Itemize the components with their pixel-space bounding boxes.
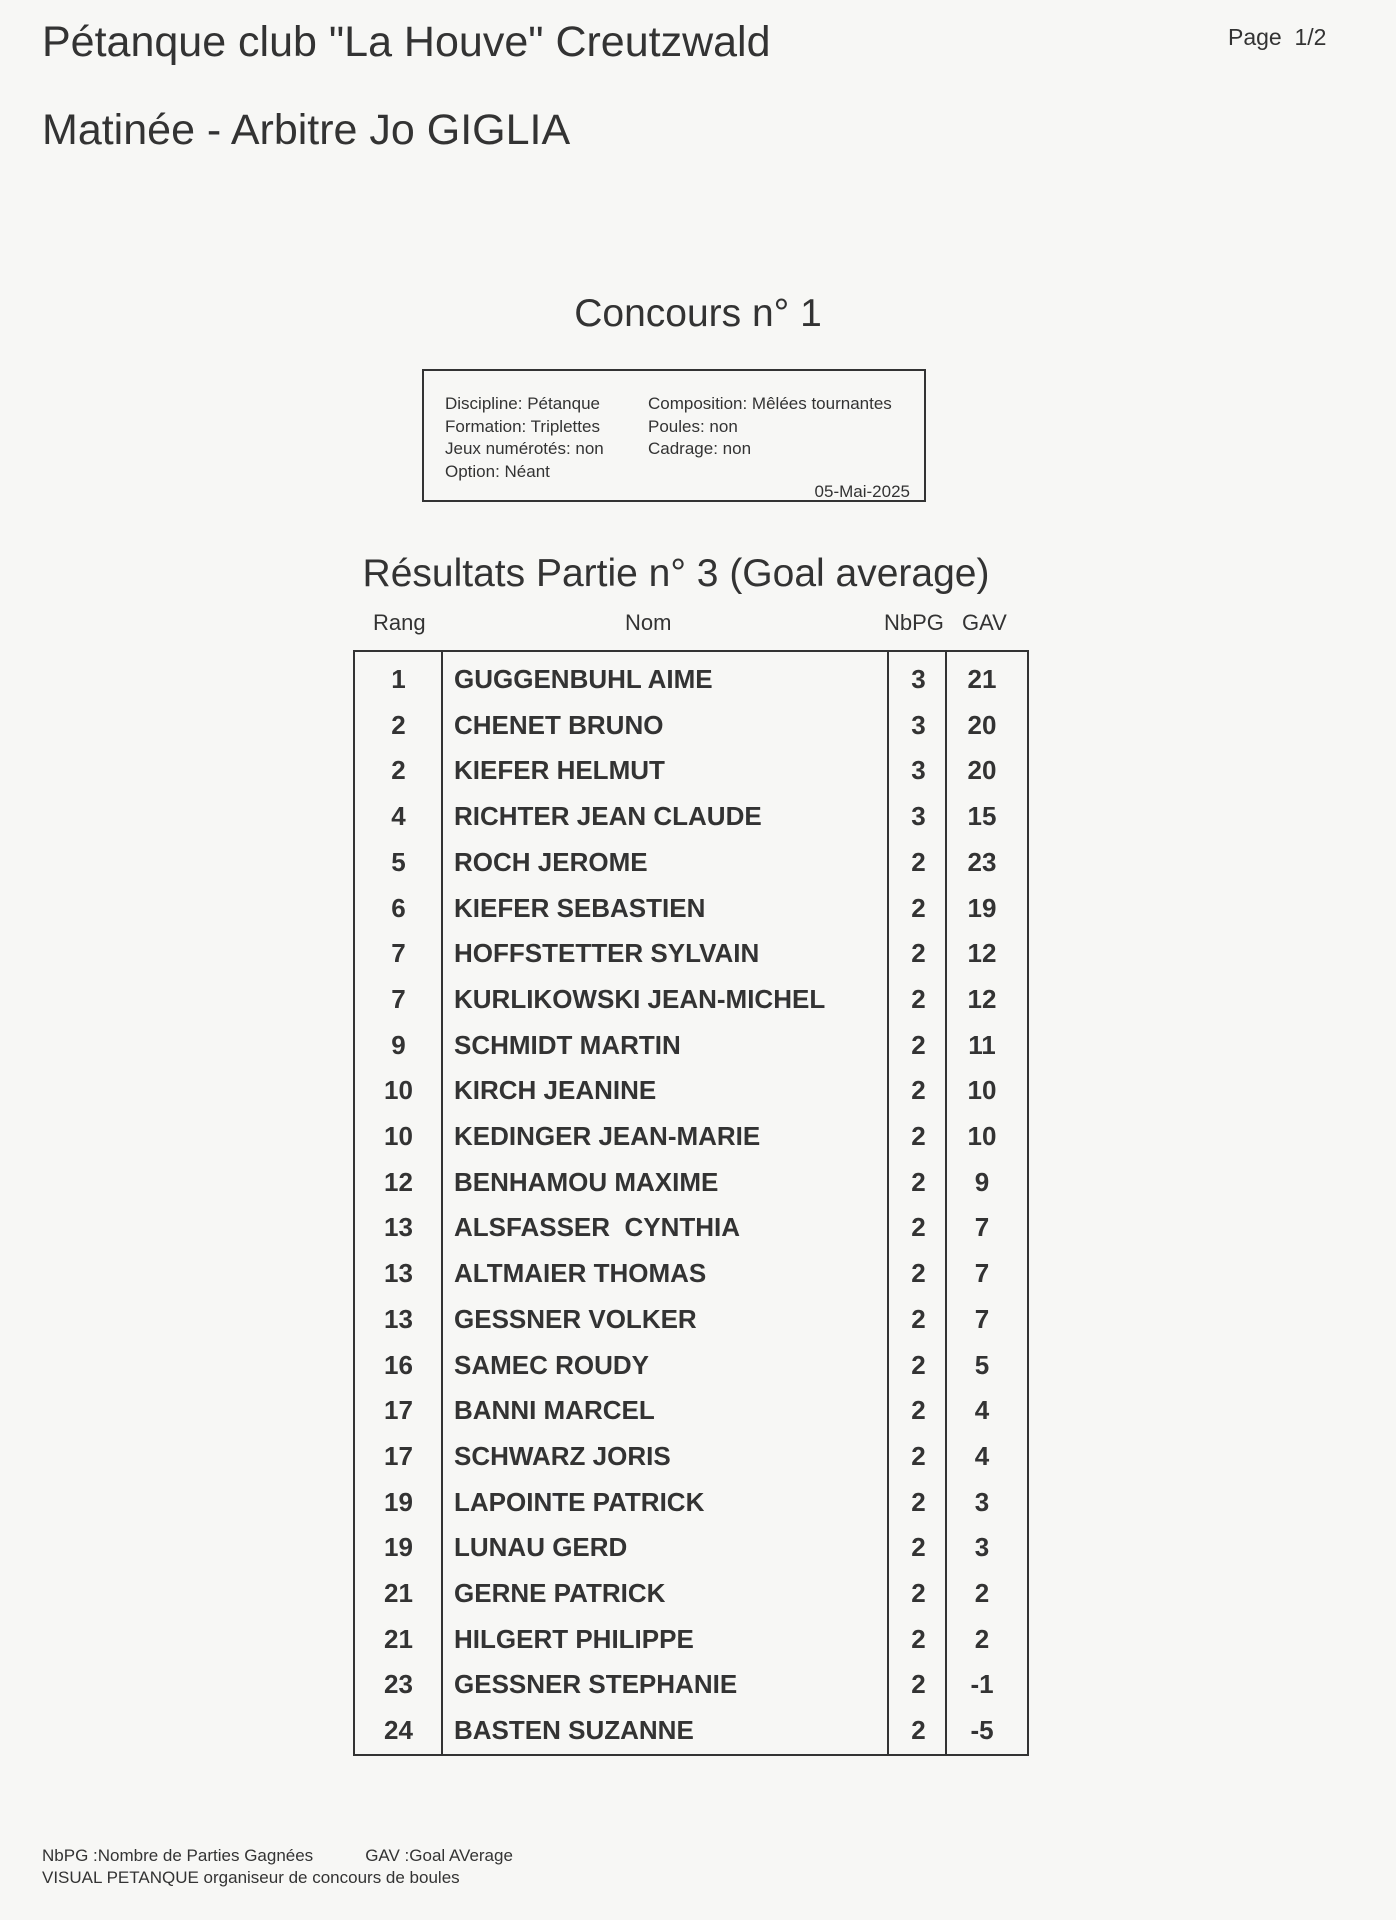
name-cell: BANNI MARCEL <box>454 1395 655 1426</box>
name-cell: ALTMAIER THOMAS <box>454 1258 707 1289</box>
session-title: Matinée - Arbitre Jo GIGLIA <box>42 106 571 154</box>
concours-date: 05-Mai-2025 <box>814 482 910 501</box>
nbpg-cell: 2 <box>911 1395 926 1426</box>
club-title: Pétanque club "La Houve" Creutzwald <box>42 18 771 66</box>
name-cell: BASTEN SUZANNE <box>454 1715 694 1746</box>
nbpg-cell: 2 <box>911 1440 926 1471</box>
rank-cell: 7 <box>391 938 406 969</box>
table-row <box>355 1114 1027 1160</box>
gav-cell: 2 <box>974 1623 990 1654</box>
footer-credit: VISUAL PETANQUE organiseur de concours de boules <box>42 1868 460 1887</box>
table-row <box>355 886 1027 932</box>
table-row <box>355 1023 1027 1069</box>
name-cell: ALSFASSER CYNTHIA <box>454 1212 741 1243</box>
table-row <box>355 931 1027 977</box>
gav-cell: 9 <box>974 1166 990 1197</box>
nbpg-cell: 3 <box>911 664 926 694</box>
name-cell: KIEFER SEBASTIEN <box>454 892 706 923</box>
rank-cell: 19 <box>384 1532 413 1563</box>
rank-cell: 9 <box>391 1029 406 1060</box>
rank-cell: 4 <box>391 801 406 832</box>
cadrage-label: Cadrage: non <box>648 439 752 458</box>
name-cell: HILGERT PHILIPPE <box>454 1623 694 1654</box>
rank-cell: 1 <box>391 664 406 694</box>
table-row <box>355 794 1027 840</box>
gav-cell: 23 <box>967 846 997 877</box>
gav-cell: 11 <box>968 1029 996 1060</box>
column-header-name: Nom <box>625 610 672 635</box>
name-cell: LUNAU GERD <box>454 1532 628 1563</box>
rank-cell: 5 <box>391 846 406 877</box>
results-table <box>353 650 1029 1756</box>
nbpg-cell: 2 <box>911 1623 926 1654</box>
rank-cell: 2 <box>391 709 406 740</box>
nbpg-cell: 2 <box>911 983 926 1014</box>
rank-cell: 12 <box>384 1166 413 1197</box>
rank-cell: 24 <box>384 1715 413 1746</box>
table-row <box>355 1160 1027 1206</box>
rank-cell: 13 <box>384 1303 413 1334</box>
nbpg-cell: 2 <box>911 1669 926 1700</box>
nbpg-cell: 2 <box>911 1075 926 1106</box>
gav-cell: 19 <box>967 892 997 923</box>
name-cell: RICHTER JEAN CLAUDE <box>454 801 762 832</box>
page-number: Page 1/2 <box>1228 24 1327 50</box>
legend-gav: GAV :Goal AVerage <box>365 1846 513 1865</box>
rank-cell: 19 <box>384 1486 413 1517</box>
rank-cell: 21 <box>384 1623 413 1654</box>
nbpg-cell: 2 <box>911 1303 926 1334</box>
table-row <box>355 840 1027 886</box>
table-row <box>355 1480 1027 1526</box>
nbpg-cell: 2 <box>911 1212 926 1243</box>
nbpg-cell: 2 <box>911 1486 926 1517</box>
concours-info-left <box>445 393 604 483</box>
nbpg-cell: 2 <box>911 892 926 923</box>
concours-title: Concours n° 1 <box>574 292 822 335</box>
table-row <box>355 1434 1027 1480</box>
nbpg-cell: 2 <box>911 1578 926 1608</box>
gav-cell: 5 <box>974 1349 990 1380</box>
gav-cell: 3 <box>974 1486 990 1517</box>
gav-cell: 12 <box>967 983 997 1014</box>
rank-cell: 7 <box>391 983 406 1014</box>
gav-cell: -1 <box>970 1669 994 1700</box>
gav-cell: 2 <box>974 1578 990 1608</box>
rank-cell: 13 <box>384 1258 413 1289</box>
nbpg-cell: 2 <box>911 1166 926 1197</box>
table-row <box>355 657 1027 703</box>
nbpg-cell: 2 <box>911 1349 926 1380</box>
nbpg-cell: 2 <box>911 1715 926 1746</box>
table-row <box>355 1251 1027 1297</box>
name-cell: CHENET BRUNO <box>454 709 664 740</box>
gav-cell: 21 <box>967 664 997 694</box>
name-cell: GESSNER VOLKER <box>454 1303 697 1334</box>
gav-cell: 7 <box>974 1303 990 1334</box>
option-label: Option: Néant <box>445 461 550 481</box>
name-cell: KIRCH JEANINE <box>454 1075 657 1106</box>
name-cell: LAPOINTE PATRICK <box>454 1486 705 1517</box>
rank-cell: 6 <box>391 892 406 923</box>
gav-cell: 4 <box>974 1395 990 1426</box>
footer-legend <box>42 1846 513 1866</box>
poules-label: Poules: non <box>648 416 738 436</box>
gav-cell: 15 <box>967 801 997 832</box>
name-cell: BENHAMOU MAXIME <box>454 1166 719 1197</box>
nbpg-cell: 2 <box>911 1258 926 1289</box>
concours-info-box <box>422 369 926 502</box>
rank-cell: 21 <box>384 1578 413 1608</box>
name-cell: HOFFSTETTER SYLVAIN <box>454 938 760 969</box>
table-row <box>355 1525 1027 1571</box>
name-cell: SCHWARZ JORIS <box>454 1440 671 1471</box>
table-row <box>355 1205 1027 1251</box>
table-row <box>355 1662 1027 1708</box>
rank-cell: 17 <box>384 1440 413 1471</box>
gav-cell: 10 <box>967 1075 997 1106</box>
column-header-nbpg: NbPG <box>884 610 944 635</box>
table-row <box>355 1068 1027 1114</box>
table-row <box>355 1388 1027 1434</box>
table-row <box>355 1343 1027 1389</box>
nbpg-cell: 2 <box>911 1121 926 1151</box>
discipline-label: Discipline: Pétanque <box>445 394 600 413</box>
gav-cell: -5 <box>970 1715 994 1746</box>
concours-info-right <box>648 393 892 461</box>
results-title: Résultats Partie n° 3 (Goal average) <box>362 552 990 595</box>
column-header-rank: Rang <box>373 610 426 635</box>
gav-cell: 3 <box>974 1532 990 1563</box>
nbpg-cell: 2 <box>911 938 926 969</box>
nbpg-cell: 2 <box>911 846 926 877</box>
nbpg-cell: 3 <box>911 755 926 786</box>
name-cell: SCHMIDT MARTIN <box>454 1029 681 1060</box>
table-row <box>355 1297 1027 1343</box>
table-row <box>355 1617 1027 1663</box>
table-row <box>355 1708 1027 1754</box>
formation-label: Formation: Triplettes <box>445 416 600 436</box>
nbpg-cell: 3 <box>911 801 926 832</box>
name-cell: KURLIKOWSKI JEAN-MICHEL <box>454 983 826 1014</box>
table-row <box>355 748 1027 794</box>
name-cell: GUGGENBUHL AIME <box>454 664 713 694</box>
gav-cell: 20 <box>967 755 997 786</box>
table-row <box>355 1571 1027 1617</box>
jeux-numerotes-label: Jeux numérotés: non <box>445 439 604 458</box>
gav-cell: 7 <box>974 1212 990 1243</box>
nbpg-cell: 2 <box>911 1029 926 1060</box>
name-cell: KEDINGER JEAN-MARIE <box>454 1121 761 1151</box>
rank-cell: 10 <box>384 1121 413 1151</box>
table-row <box>355 977 1027 1023</box>
table-row <box>355 703 1027 749</box>
name-cell: GERNE PATRICK <box>454 1578 666 1608</box>
nbpg-cell: 3 <box>911 709 926 740</box>
gav-cell: 20 <box>967 709 997 740</box>
column-header-gav: GAV <box>962 610 1007 635</box>
name-cell: GESSNER STEPHANIE <box>454 1669 738 1700</box>
composition-label: Composition: Mêlées tournantes <box>648 394 892 413</box>
rank-cell: 23 <box>384 1669 413 1700</box>
rank-cell: 16 <box>384 1349 413 1380</box>
name-cell: ROCH JEROME <box>454 846 648 877</box>
nbpg-cell: 2 <box>911 1532 926 1563</box>
gav-cell: 10 <box>967 1121 997 1151</box>
name-cell: SAMEC ROUDY <box>454 1349 650 1380</box>
gav-cell: 4 <box>974 1440 990 1471</box>
rank-cell: 13 <box>384 1212 413 1243</box>
rank-cell: 10 <box>384 1075 413 1106</box>
gav-cell: 7 <box>974 1258 990 1289</box>
rank-cell: 17 <box>384 1395 413 1426</box>
gav-cell: 12 <box>967 938 997 969</box>
name-cell: KIEFER HELMUT <box>454 755 665 786</box>
rank-cell: 2 <box>391 755 406 786</box>
legend-nbpg: NbPG :Nombre de Parties Gagnées <box>42 1846 314 1865</box>
